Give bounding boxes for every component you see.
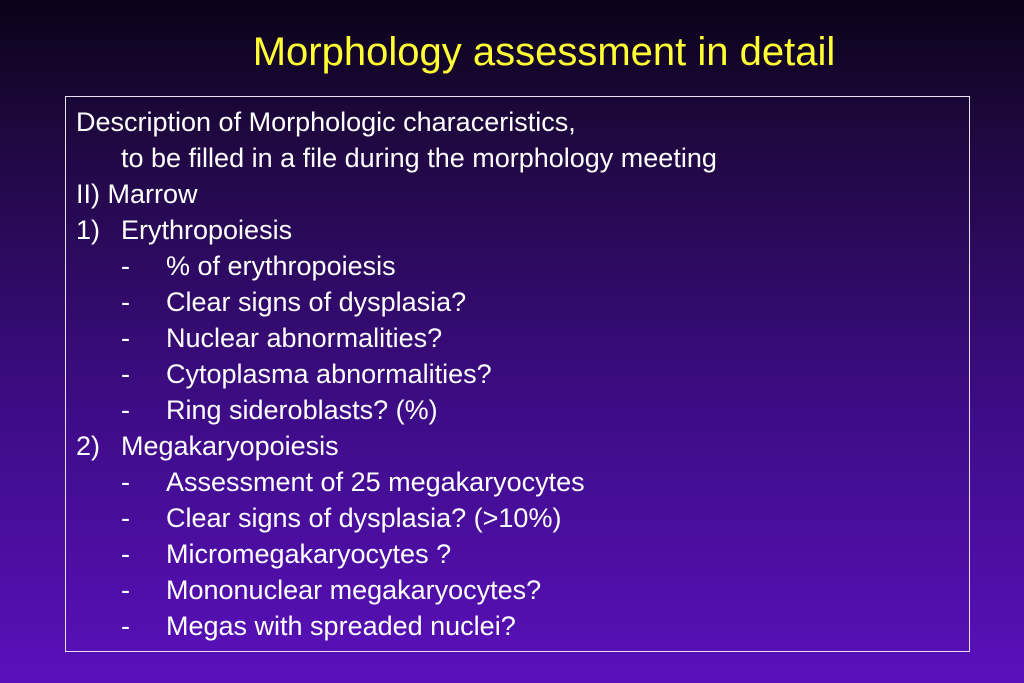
list-item-label: Micromegakaryocytes ? bbox=[166, 539, 452, 569]
bullet-dash: - bbox=[121, 323, 130, 353]
list-item-label: Assessment of 25 megakaryocytes bbox=[166, 467, 585, 497]
bullet-dash: - bbox=[121, 251, 130, 281]
slide-title: Morphology assessment in detail bbox=[252, 30, 836, 74]
list-item-label: Cytoplasma abnormalities? bbox=[166, 359, 492, 389]
list-item-label: Nuclear abnormalities? bbox=[166, 323, 443, 353]
intro-line: Description of Morphologic characeristics, bbox=[76, 107, 576, 137]
bullet-dash: - bbox=[121, 395, 130, 425]
bullet-dash: - bbox=[121, 359, 130, 389]
list-item-label: % of erythropoiesis bbox=[166, 251, 396, 281]
group-number: 2) bbox=[76, 431, 101, 461]
list-item-label: Clear signs of dysplasia? bbox=[166, 287, 467, 317]
group-number: 1) bbox=[76, 215, 101, 245]
bullet-dash: - bbox=[121, 287, 130, 317]
list-item-label: Clear signs of dysplasia? (>10%) bbox=[166, 503, 562, 533]
bullet-dash: - bbox=[121, 467, 130, 497]
subintro-line: to be filled in a file during the morphology meeting bbox=[121, 143, 717, 173]
bullet-dash: - bbox=[121, 575, 130, 605]
bullet-dash: - bbox=[121, 539, 130, 569]
content-box bbox=[65, 96, 970, 652]
list-item-label: Mononuclear megakaryocytes? bbox=[166, 575, 542, 605]
list-item-label: Megas with spreaded nuclei? bbox=[166, 611, 516, 641]
group-heading-label: Megakaryopoiesis bbox=[121, 431, 339, 461]
section-heading: II) Marrow bbox=[76, 179, 198, 209]
list-item-label: Ring sideroblasts? (%) bbox=[166, 395, 438, 425]
bullet-dash: - bbox=[121, 503, 130, 533]
group-heading-label: Erythropoiesis bbox=[121, 215, 293, 245]
bullet-dash: - bbox=[121, 611, 130, 641]
